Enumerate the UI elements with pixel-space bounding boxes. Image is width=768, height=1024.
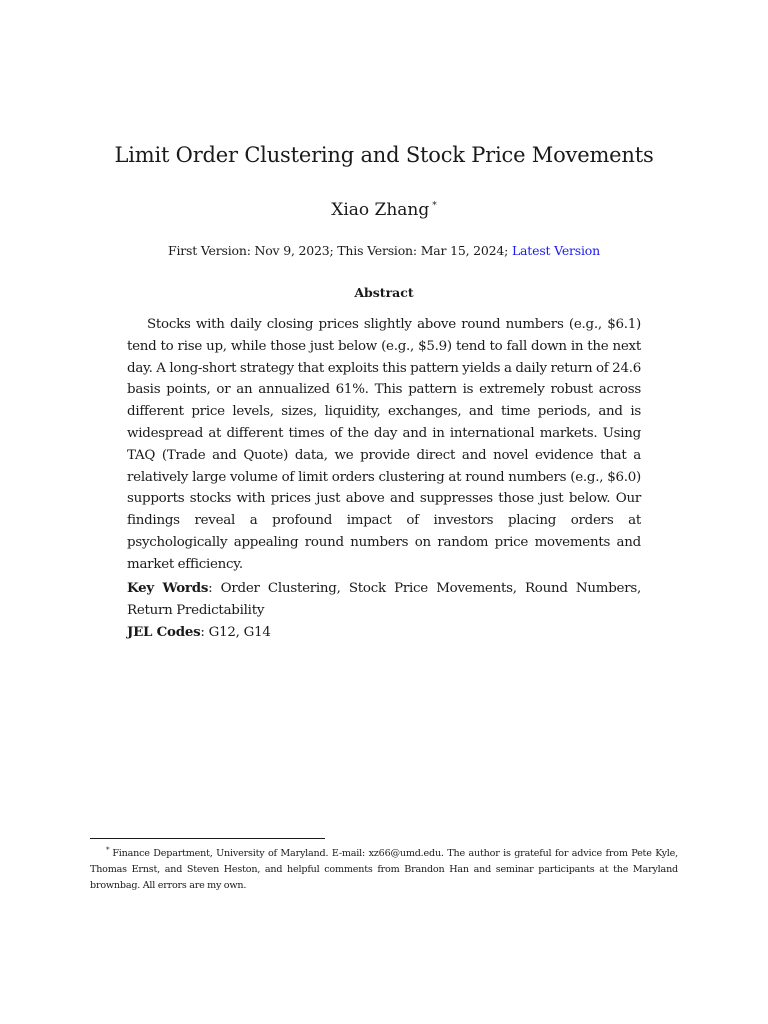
author-footnote-mark[interactable]: * [432,201,437,211]
keywords-text: : Order Clustering, Stock Price Movements, Round Numbers, Return Predictability [127,581,641,618]
author-line [0,200,768,220]
paper-title: Limit Order Clustering and Stock Price Movements [114,143,654,167]
abstract-heading: Abstract [354,285,414,300]
jel-codes-text: : G12, G14 [200,625,271,640]
keywords-label: Key Words [127,580,209,596]
footnote [90,842,678,894]
version-line [0,243,768,258]
abstract-body: Stocks with daily closing prices slightly above round numbers (e.g., $6.1) tend to rise up, while those just below (e.g., $5.9) tend to fall down in the next day. A long-short strategy that exploits this pattern yields a daily return of 24.6 basis points, or an annualized 61%. This pattern is extremely robust across different price levels, sizes, liquidity, exchanges, and time periods, and is widespread at different times of the day and in international markets. Using TAQ (Trade and Quote) data, we provide direct and novel evidence that a relatively large volume of limit orders clustering at round numbers (e.g., $6.0) supports stocks with prices just above and suppresses those just below. Our findings reveal a profound impact of investors placing orders at psychologically appealing round numbers on random price movements and market efficiency. [127,317,641,572]
jel-codes-paragraph [127,622,641,644]
jel-codes-label: JEL Codes [127,624,201,640]
footnote-divider [90,838,325,839]
footnote-text: Finance Department, University of Maryland. E-mail: xz66@umd.edu. The author is grateful for advice from Pete Kyle, Thomas Ernst, and Steven Heston, and helpful comments from Brandon Han and seminar participants at the Maryland brownbag. All errors are my own. [90,848,678,891]
keywords-paragraph [127,578,641,622]
version-text: First Version: Nov 9, 2023; This Version: Mar 15, 2024; [168,243,509,258]
latest-version-link[interactable]: Latest Version [511,243,600,258]
author-name: Xiao Zhang [331,200,430,220]
footnote-mark: * [106,846,110,854]
